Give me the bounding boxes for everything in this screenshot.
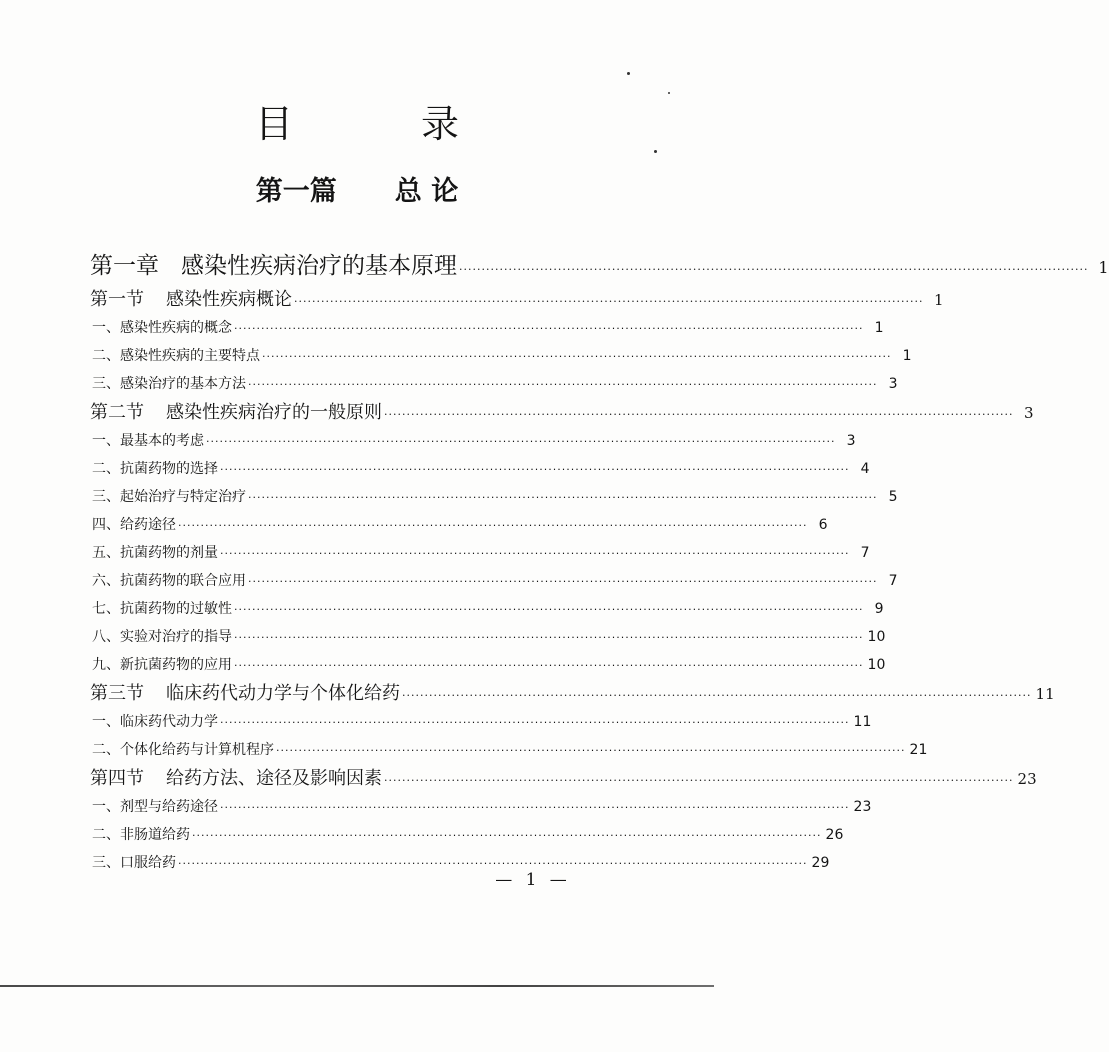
toc-entry-title: 二、个体化给药与计算机程序: [92, 742, 274, 758]
dot-leader: ············································································································································: [206, 435, 836, 448]
dot-leader: ············································································································································: [178, 519, 808, 532]
toc-entry-title: 三、口服给药: [92, 855, 176, 871]
toc-entry-page-number: 21: [909, 742, 928, 758]
toc-entry-page-number: 6: [818, 517, 828, 533]
part-heading: [0, 170, 714, 214]
dot-leader: ············································································································································: [234, 659, 864, 672]
toc-entry-title: 给药方法、途径及影响因素: [166, 768, 382, 789]
toc-entry-section: [90, 764, 1037, 793]
toc-entry-page-number: 7: [888, 573, 898, 589]
toc-entry-section: [90, 398, 1034, 427]
toc-entry-label: [92, 427, 204, 455]
toc-entry-label: [90, 398, 382, 427]
toc-entry-page-number: 1: [933, 291, 944, 309]
scan-speck: [627, 72, 630, 75]
toc-entry-number: 第四节: [90, 768, 144, 789]
toc-entry-title: 临床药代动力学与个体化给药: [166, 683, 400, 704]
dot-leader: ············································································································································: [294, 295, 924, 308]
toc-entry-item: [90, 370, 898, 398]
toc-entry-item: [90, 793, 872, 821]
toc-entry-label: [92, 567, 246, 595]
toc-entry-item: [90, 483, 898, 511]
toc-entry-item: [90, 567, 898, 595]
toc-entry-label: [92, 511, 176, 539]
scan-speck: [668, 92, 670, 94]
dot-leader: ············································································································································: [178, 857, 808, 870]
toc-entry-title: 感染性疾病概论: [166, 289, 292, 310]
dot-leader: ············································································································································: [248, 575, 878, 588]
scan-speck: [654, 150, 657, 153]
toc-entry-title: 二、抗菌药物的选择: [92, 461, 218, 477]
toc-entry-label: [92, 651, 232, 679]
toc-entry-title: 一、最基本的考虑: [92, 433, 204, 449]
toc-entry-label: [92, 342, 260, 370]
toc-entry-page-number: 7: [860, 545, 870, 561]
toc-entry-label: [92, 821, 190, 849]
toc-entry-section: [90, 285, 944, 314]
toc-entry-page-number: 29: [811, 855, 830, 871]
toc-entry-chapter: [90, 248, 1109, 285]
toc-entry-label: [90, 248, 457, 285]
toc-entry-page-number: 1: [874, 320, 884, 336]
dot-leader: ············································································································································: [276, 744, 906, 757]
toc-entry-page-number: 23: [1017, 770, 1037, 788]
toc-entry-number: 第二节: [90, 402, 144, 423]
dot-leader: ············································································································································: [220, 547, 850, 560]
toc-entry-number: 第一章: [90, 253, 159, 279]
toc-entry-label: [92, 623, 232, 651]
dot-leader: ············································································································································: [234, 631, 864, 644]
toc-entry-section: [90, 679, 1055, 708]
toc-entry-page-number: 10: [867, 629, 886, 645]
toc-entry-title: 二、感染性疾病的主要特点: [92, 348, 260, 364]
dot-leader: ············································································································································: [262, 350, 892, 363]
bottom-rule: [0, 985, 714, 987]
page-number-marker: — 1 —: [495, 870, 571, 890]
dot-leader: ············································································································································: [384, 774, 1014, 787]
toc-entry-label: [92, 793, 218, 821]
dot-leader: ············································································································································: [220, 463, 850, 476]
toc-entry-page-number: 3: [846, 433, 856, 449]
part-number: 第一篇: [255, 176, 337, 207]
dot-leader: ············································································································································: [384, 408, 1014, 421]
dot-leader: ············································································································································: [192, 829, 822, 842]
dot-leader: ············································································································································: [248, 491, 878, 504]
toc-entry-label: [92, 455, 218, 483]
toc-entry-page-number: 23: [853, 799, 872, 815]
toc-entry-item: [90, 736, 928, 764]
toc-entry-item: [90, 427, 856, 455]
toc-entry-item: [90, 342, 912, 370]
toc-entry-item: [90, 595, 884, 623]
toc-entry-item: [90, 708, 872, 736]
toc-entry-page-number: 4: [860, 461, 870, 477]
toc-entry-title: 九、新抗菌药物的应用: [92, 657, 232, 673]
toc-entry-label: [92, 539, 218, 567]
toc-entry-title: 三、感染治疗的基本方法: [92, 376, 246, 392]
toc-entry-number: 第一节: [90, 289, 144, 310]
toc-entry-item: [90, 821, 844, 849]
toc-entry-title: 六、抗菌药物的联合应用: [92, 573, 246, 589]
toc-entry-label: [92, 370, 246, 398]
toc-entry-page-number: 3: [888, 376, 898, 392]
toc-entry-page-number: 11: [1035, 685, 1055, 703]
toc-entry-item: [90, 539, 870, 567]
toc-entry-label: [92, 736, 274, 764]
toc-entry-item: [90, 511, 828, 539]
toc-entry-page-number: 26: [825, 827, 844, 843]
toc-entry-title: 一、剂型与给药途径: [92, 799, 218, 815]
toc-entry-title: 一、感染性疾病的概念: [92, 320, 232, 336]
toc-entry-title: 四、给药途径: [92, 517, 176, 533]
table-of-contents: [90, 248, 1109, 877]
dot-leader: ············································································································································: [220, 801, 850, 814]
toc-entry-page-number: 11: [853, 714, 872, 730]
dot-leader: ············································································································································: [234, 322, 864, 335]
toc-entry-item: [90, 455, 870, 483]
page-title: 目 录: [254, 102, 518, 146]
toc-entry-label: [90, 679, 400, 708]
toc-entry-label: [92, 595, 232, 623]
toc-entry-title: 一、临床药代动力学: [92, 714, 218, 730]
toc-entry-title: 感染性疾病治疗的一般原则: [166, 402, 382, 423]
toc-entry-label: [92, 314, 232, 342]
toc-entry-label: [90, 764, 382, 793]
dot-leader: ············································································································································: [402, 689, 1032, 702]
toc-entry-item: [90, 314, 884, 342]
toc-entry-page-number: 1: [902, 348, 912, 364]
toc-entry-title: 五、抗菌药物的剂量: [92, 545, 218, 561]
toc-entry-label: [92, 708, 218, 736]
toc-entry-page-number: 10: [867, 657, 886, 673]
toc-entry-item: [90, 651, 886, 679]
toc-entry-label: [92, 849, 176, 877]
dot-leader: ············································································································································: [248, 378, 878, 391]
toc-entry-item: [90, 623, 886, 651]
toc-entry-number: 第三节: [90, 683, 144, 704]
toc-entry-page-number: 5: [888, 489, 898, 505]
toc-entry-page-number: 9: [874, 601, 884, 617]
toc-entry-title: 三、起始治疗与特定治疗: [92, 489, 246, 505]
dot-leader: ············································································································································: [220, 716, 850, 729]
toc-entry-page-number: 3: [1023, 404, 1034, 422]
toc-entry-label: [90, 285, 292, 314]
dot-leader: ············································································································································: [234, 603, 864, 616]
toc-entry-label: [92, 483, 246, 511]
toc-entry-title: 七、抗菌药物的过敏性: [92, 601, 232, 617]
toc-entry-page-number: 1: [1098, 258, 1109, 277]
dot-leader: ············································································································································: [459, 263, 1089, 276]
toc-entry-title: 感染性疾病治疗的基本原理: [181, 253, 457, 279]
part-name: 总 论: [394, 176, 459, 207]
toc-entry-title: 八、实验对治疗的指导: [92, 629, 232, 645]
toc-entry-title: 二、非肠道给药: [92, 827, 190, 843]
